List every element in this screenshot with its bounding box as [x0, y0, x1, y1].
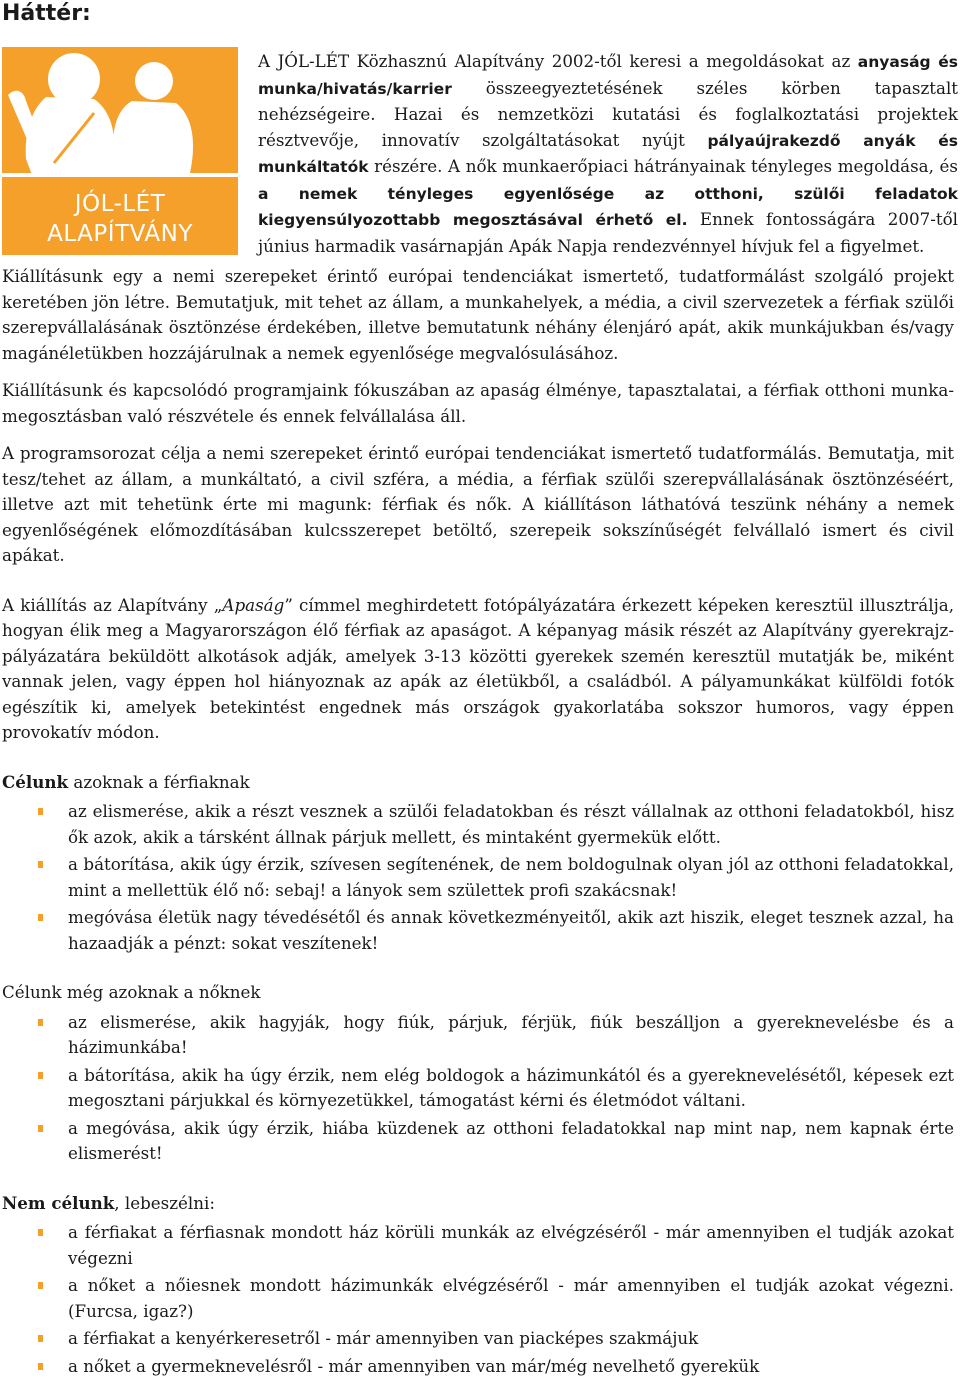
section-title-men-bold: Célunk	[2, 771, 69, 792]
list-item: a bátorítása, akik úgy érzik, szívesen segítenének, de nem boldogulnak olyan jól az otthoni feladatokkal, mint a mellettük élő nő: sebaj! a lányok sem születtek profi szakácsnak!	[2, 852, 954, 903]
list-women	[2, 1010, 954, 1167]
section-title-not-bold: Nem célunk	[2, 1192, 115, 1213]
intro-bold-1: anyaság és munka/hivatás/karrier	[258, 53, 959, 98]
list-men	[2, 799, 954, 956]
logo-text-line1: JÓL-LÉT	[74, 191, 166, 217]
exhibition-title: Apaság	[222, 594, 285, 615]
logo-text-line2: ALAPÍTVÁNY	[47, 221, 193, 247]
section-title-not	[2, 1191, 954, 1217]
section-title-women: Célunk még azoknak a nőknek	[2, 982, 261, 1002]
intro-bold-3: a nemek tényleges egyenlősége az otthoni, szülői feladatok kiegyensúlyozottabb megosztásával érhető el.	[258, 184, 958, 229]
paragraph-exhibition: Kiállításunk egy a nemi szerepeket érintő európai tendenciákat ismertető, tudatformálást szolgáló projekt keretében jön létre. Bemutatjuk, mit tehet az állam, a munkahelyek, a média, a civil szervezetek a férfiak szülői szerepvállalásának ösztönzése érdekében, illetve bemutatunk néhány élenjáró apát, akik munkájukban és/vagy magánéletükben hozzájárulnak a nemek egyenlősége megvalósulásához.	[2, 266, 954, 363]
intro-text-3: részére. A nők munkaerőpiaci hátrányainak tényleges megoldása, és	[374, 156, 958, 176]
list-not	[2, 1220, 954, 1379]
intro-text-1: A JÓL-LÉT Közhasznú Alapítvány 2002-től keresi a megoldásokat az	[258, 51, 851, 71]
paragraph-text-b: ” címmel meghirdetett fotópályázatára érkezett képeken keresztül illusztrálja, hogyan élik meg a Magyarországon élő férfiak az apaságot. A képanyag másik részét az Alapítvány gyerekrajz-pályázatára beküldött alkotások adják, amelyek 3-13 közötti gyerekek szemén keresztül mutatják be, miként vannak jelen, vagy éppen hol hiányoznak az apák az életükből, a családból. A pályamunkákat külföldi fotók egészítik ki, amelyek betekintést engednek más országok gyakorlatába sokszor humoros, vagy éppen provokatív módon.	[2, 594, 954, 742]
intro-text-2: összeegyeztetésének széles körben tapasztalt nehézségeire. Hazai és nemzetközi kutatási és foglalkoztatási projektek résztvevője, innovatív szolgáltatásokat nyújt	[258, 77, 958, 150]
intro-paragraph	[258, 49, 958, 259]
list-item: a férfiakat a kenyérkeresetről - már amennyiben van piacképes szakmájuk	[2, 1326, 954, 1352]
list-item: az elismerése, akik hagyják, hogy fiúk, párjuk, férjük, fiúk beszálljon a gyereknevelésbe és a házimunkába!	[2, 1010, 954, 1061]
paragraph-exhibition-content	[2, 593, 954, 746]
section-title-not-rest: , lebeszélni:	[114, 1192, 215, 1213]
list-item: megóvása életük nagy tévedésétől és annak következményeitől, akik azt hiszik, eleget tesznek azzal, ha hazaadják a pénzt: sokat veszítenek!	[2, 905, 954, 956]
intro-bold-2: pályaújrakezdő anyák és munkáltatók	[258, 131, 959, 176]
list-item: a bátorítása, akik ha úgy érzik, nem elég boldogok a házimunkától és a gyereknevelésétől, képesek ezt megosztani párjukkal és környezetükkel, támogatást kérni és életmódot váltani.	[2, 1063, 954, 1114]
main-content	[2, 264, 954, 1381]
list-item: a megóvása, akik úgy érzik, hiába küzdenek az otthoni feladatokkal nap mint nap, nem kapnak érte elismerést!	[2, 1116, 954, 1167]
family-silhouette-icon	[2, 47, 238, 187]
page-heading: Háttér:	[2, 1, 91, 26]
list-item: a nőket a gyermeknevelésről - már amennyiben van már/még nevelhető gyerekük	[2, 1354, 954, 1380]
list-item: a férfiakat a férfiasnak mondott ház körüli munkák az elvégzéséről - már amennyiben el tudják azokat végezni	[2, 1220, 954, 1271]
section-title-men-rest: azoknak a férfiaknak	[73, 771, 250, 792]
list-item: a nőket a nőiesnek mondott házimunkák elvégzéséről - már amennyiben el tudják azokat végezni. (Furcsa, igaz?)	[2, 1273, 954, 1324]
paragraph-text-a: A kiállítás az Alapítvány „	[2, 594, 223, 615]
section-title-men	[2, 770, 954, 796]
list-item: az elismerése, akik a részt vesznek a szülői feladatokban és részt vállalnak az otthoni feladatokból, hisz ők azok, akik a társként állnak párjuk mellett, és mintaként gyermekük előtt.	[2, 799, 954, 850]
paragraph-focus: Kiállításunk és kapcsolódó programjaink fókuszában az apaság élménye, tapasztalatai, a férfiak otthoni munka-megosztásban való részvétele és ennek felvállalása áll.	[2, 380, 954, 426]
intro-text-4: Ennek fontosságára 2007-től június harmadik vasárnapján Apák Napja rendezvénnyel hívjuk fel a figyelmet.	[258, 209, 959, 256]
foundation-logo	[2, 47, 238, 255]
paragraph-program-goal: A programsorozat célja a nemi szerepeket érintő európai tendenciákat ismertető tudatformálás. Bemutatja, mit tesz/tehet az állam, a munkáltató, a civil szféra, a média, a férfiak szülői szerepvállalásának ösztönzéséért, illetve azt mit tehetünk érte mi magunk: férfiak és nők. A kiállításon láthatóvá teszünk néhány a nemek egyenlőségének előmozdításában kulcsszerepet betöltő, szerepeik sokszínűségét felvállaló ismert és civil apákat.	[2, 443, 954, 565]
